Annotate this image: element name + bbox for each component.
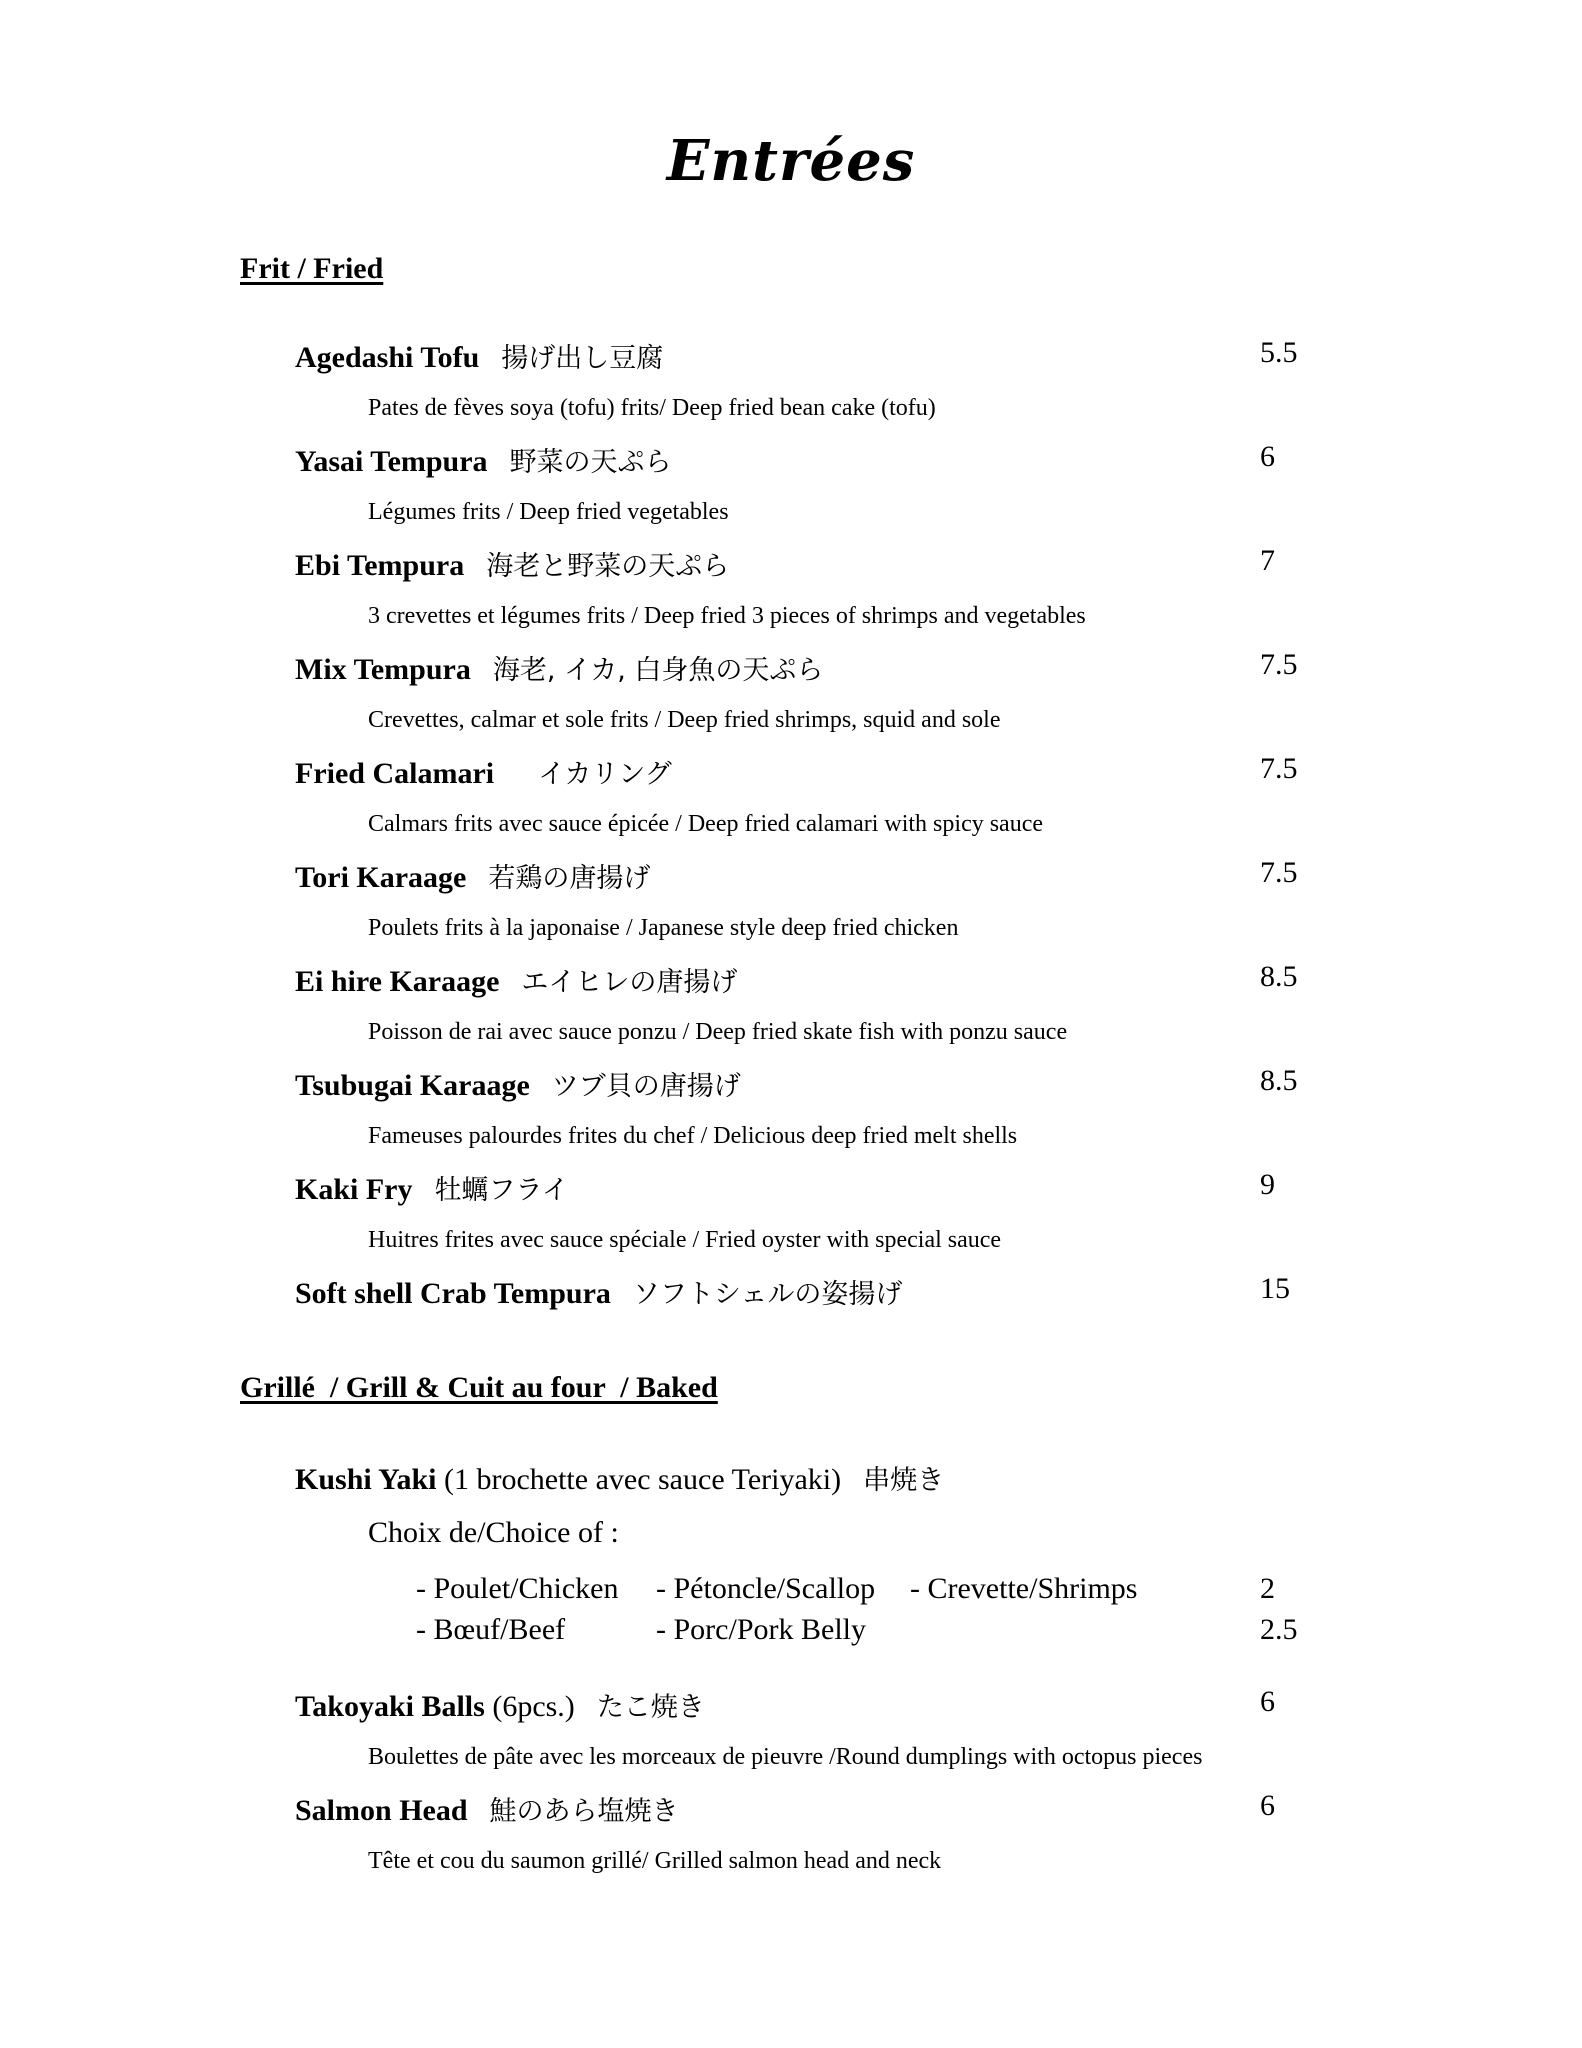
item-english-name: Mix Tempura [295,653,471,686]
item-japanese-name: 鮭のあら塩焼き [489,1796,679,1827]
menu-item-name [295,648,823,687]
item-price: 8.5 [1260,960,1298,993]
section-heading-grill-baked: Grillé / Grill & Cuit au four / Baked [240,1371,718,1404]
item-price: 2 [1260,1572,1275,1605]
item-english-name: Tori Karaage [295,861,467,894]
item-description: Fameuses palourdes frites du chef / Delicious deep fried melt shells [368,1123,1018,1149]
item-price: 7.5 [1260,648,1298,681]
item-note: (6pcs.) [484,1690,575,1723]
item-japanese-name: ツブ貝の唐揚げ [551,1071,741,1102]
menu-item-name [295,856,650,895]
item-english-name: Agedashi Tofu [295,341,480,374]
item-price: 8.5 [1260,1064,1298,1097]
item-japanese-name: 牡蠣フライ [434,1175,569,1206]
menu-item-name [295,1789,679,1828]
menu-item-name [295,1272,902,1311]
item-japanese-name: 若鶏の唐揚げ [488,863,651,894]
item-english-name: Salmon Head [295,1794,468,1827]
item-price: 6 [1260,440,1275,473]
item-english-name: Kaki Fry [295,1173,413,1206]
item-description: Huitres frites avec sauce spéciale / Fried oyster with special sauce [368,1227,1002,1253]
choice-option: - Porc/Pork Belly [656,1613,866,1646]
choice-option: - Pétoncle/Scallop [656,1572,876,1605]
item-japanese-name: たこ焼き [596,1692,705,1723]
item-english-name: Ebi Tempura [295,549,465,582]
item-english-name: Yasai Tempura [295,445,488,478]
item-japanese-name: 揚げ出し豆腐 [501,343,664,374]
choice-option: - Bœuf/Beef [416,1613,566,1646]
menu-item-name [295,440,672,479]
menu-item-name [295,752,672,791]
item-japanese-name: イカリング [538,759,672,790]
choice-option: - Poulet/Chicken [416,1572,619,1605]
item-english-name: Tsubugai Karaage [295,1069,530,1102]
item-price: 9 [1260,1168,1275,1201]
item-description: Tête et cou du saumon grillé/ Grilled salmon head and neck [368,1848,942,1874]
menu-item-name [295,960,737,999]
item-japanese-name: 串焼き [863,1465,945,1496]
item-english-name: Fried Calamari [295,757,495,790]
choice-label: Choix de/Choice of : [368,1516,619,1549]
menu-item-name [295,1458,944,1497]
menu-item-name [295,1168,569,1207]
item-japanese-name: 海老と野菜の天ぷら [486,551,730,582]
item-japanese-name: エイヒレの唐揚げ [521,967,738,998]
item-description: Crevettes, calmar et sole frits / Deep fried shrimps, squid and sole [368,707,1001,733]
item-english-name: Ei hire Karaage [295,965,500,998]
item-description: Boulettes de pâte avec les morceaux de pieuvre /Round dumplings with octopus pieces [368,1744,1203,1770]
item-description: Poulets frits à la japonaise / Japanese style deep fried chicken [368,915,959,941]
item-description: Légumes frits / Deep fried vegetables [368,499,729,525]
item-description: 3 crevettes et légumes frits / Deep fried 3 pieces of shrimps and vegetables [368,603,1086,629]
item-japanese-name: 野菜の天ぷら [509,447,672,478]
item-description: Pates de fèves soya (tofu) frits/ Deep fried bean cake (tofu) [368,395,936,421]
item-english-name: Kushi Yaki [295,1463,437,1496]
page-title: Entrées [666,128,916,194]
item-price: 15 [1260,1272,1290,1305]
item-price: 5.5 [1260,336,1298,369]
item-price: 2.5 [1260,1613,1298,1646]
item-price: 6 [1260,1789,1275,1822]
menu-item-name [295,1064,741,1103]
item-japanese-name: 海老, イカ, 白身魚の天ぷら [492,655,824,686]
choice-option: - Crevette/Shrimps [910,1572,1138,1605]
section-heading-fried: Frit / Fried [240,252,384,285]
item-japanese-name: ソフトシェルの姿揚げ [632,1279,903,1310]
item-price: 6 [1260,1685,1275,1718]
item-english-name: Soft shell Crab Tempura [295,1277,611,1310]
item-description: Calmars frits avec sauce épicée / Deep fried calamari with spicy sauce [368,811,1044,837]
item-price: 7 [1260,544,1275,577]
item-price: 7.5 [1260,856,1298,889]
item-note: (1 brochette avec sauce Teriyaki) [436,1463,842,1496]
item-english-name: Takoyaki Balls [295,1690,485,1723]
menu-item-name [295,1685,705,1724]
item-price: 7.5 [1260,752,1298,785]
item-description: Poisson de rai avec sauce ponzu / Deep fried skate fish with ponzu sauce [368,1019,1068,1045]
menu-item-name [295,336,663,375]
menu-item-name [295,544,729,583]
